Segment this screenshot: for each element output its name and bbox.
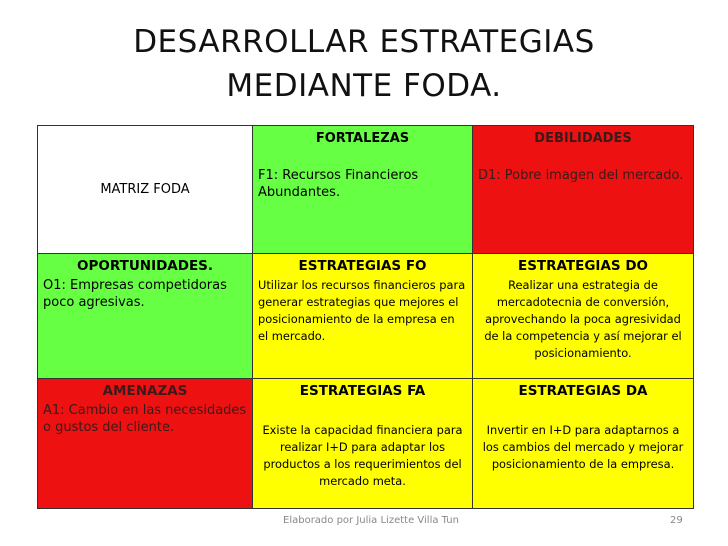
fortalezas-cell	[253, 126, 473, 254]
oportunidades-cell	[38, 254, 253, 379]
amenazas-text: A1: Cambio en las necesidades o gustos del cliente.	[43, 403, 247, 435]
matrix-row-opportunities	[38, 254, 694, 379]
fo-cell	[253, 254, 473, 379]
fa-text: Existe la capacidad financiera para realizar I+D para adaptar los productos a los requerimientos del mercado meta.	[262, 423, 463, 488]
fo-header: ESTRATEGIAS FO	[298, 258, 427, 274]
slide-title-line-2: MEDIANTE FODA.	[226, 68, 502, 104]
swot-matrix	[37, 125, 694, 509]
page-number: 29	[670, 515, 683, 526]
fa-cell	[253, 379, 473, 509]
da-header: ESTRATEGIAS DA	[518, 383, 648, 399]
fo-text: Utilizar los recursos financieros para generar estrategias que mejores el posicionamiento de la empresa en el mercado.	[258, 278, 466, 343]
do-cell	[473, 254, 694, 379]
footer-credit: Elaborado por Julia Lizette Villa Tun	[283, 515, 459, 526]
matrix-row-header	[38, 126, 694, 254]
fortalezas-text: F1: Recursos Financieros Abundantes.	[258, 168, 419, 200]
matrix-corner-label: MATRIZ FODA	[100, 182, 190, 197]
fa-header: ESTRATEGIAS FA	[299, 383, 426, 399]
matrix-corner-cell	[38, 126, 253, 254]
da-text: Invertir en I+D para adaptarnos a los cambios del mercado y mejorar posicionamiento de la empresa.	[482, 423, 684, 471]
amenazas-header: AMENAZAS	[102, 383, 188, 399]
oportunidades-text: O1: Empresas competidoras poco agresivas.	[43, 278, 227, 310]
do-header: ESTRATEGIAS DO	[517, 258, 649, 274]
debilidades-header: DEBILIDADES	[534, 131, 632, 146]
amenazas-cell	[38, 379, 253, 509]
da-cell	[473, 379, 694, 509]
matrix-row-threats	[38, 379, 694, 509]
fortalezas-header: FORTALEZAS	[315, 131, 410, 146]
oportunidades-header: OPORTUNIDADES.	[76, 258, 214, 274]
do-text: Realizar una estrategia de mercadotecnia de conversión, aprovechando la poca agresividad de la competencia y así mejorar el posicionamiento.	[484, 278, 682, 360]
slide-title	[0, 20, 728, 108]
debilidades-text: D1: Pobre imagen del mercado.	[478, 168, 684, 183]
slide-title-line-1: DESARROLLAR ESTRATEGIAS	[133, 24, 595, 60]
debilidades-cell	[473, 126, 694, 254]
